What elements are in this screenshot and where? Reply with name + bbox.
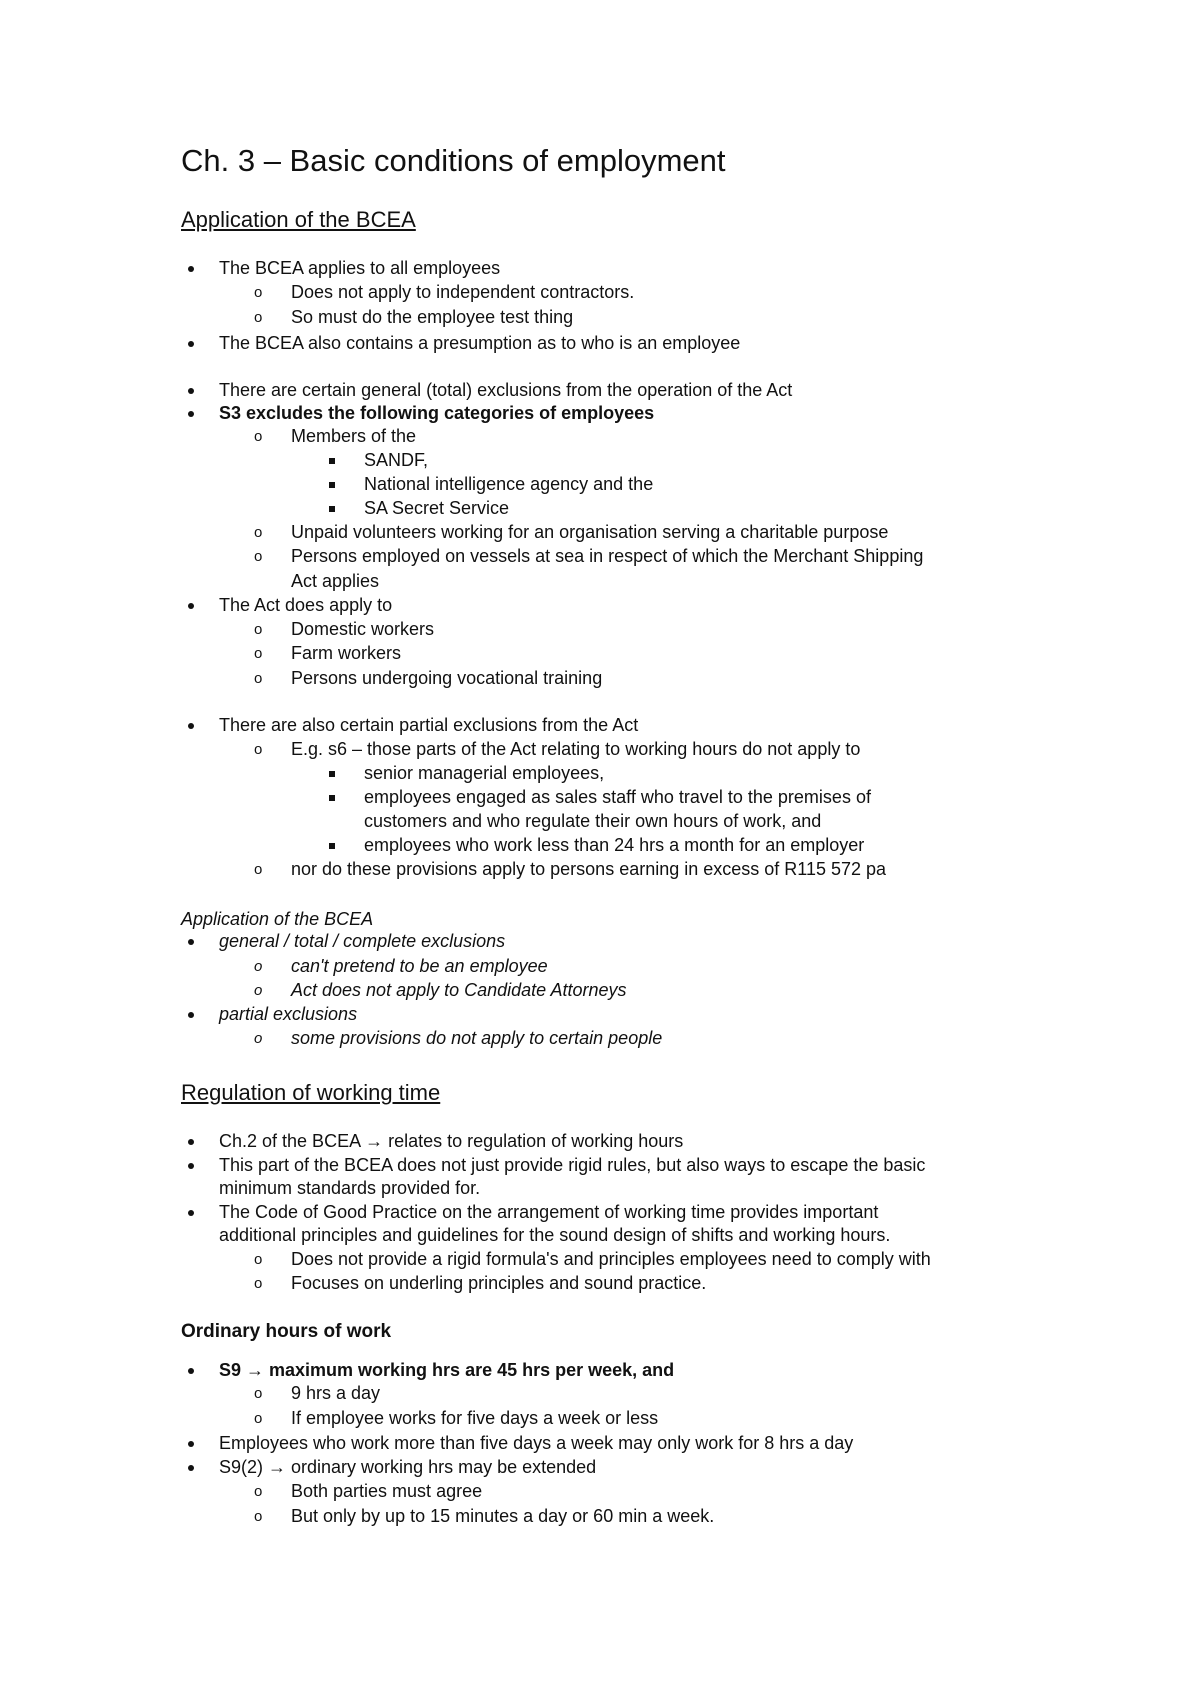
square-bullet-icon xyxy=(329,843,335,849)
list-item: This part of the BCEA does not just provide rigid rules, but also ways to escape the basic xyxy=(219,1154,925,1177)
list-item-continuation: minimum standards provided for. xyxy=(219,1178,481,1198)
list-item: o Unpaid volunteers working for an organisation serving a charitable purpose xyxy=(291,521,888,544)
list-item: o Farm workers xyxy=(291,642,401,665)
list-item-continuation: customers and who regulate their own hours of work, and xyxy=(364,811,822,831)
list-item: National intelligence agency and the xyxy=(364,473,653,496)
bullet-icon xyxy=(188,1465,194,1471)
list-item: o some provisions do not apply to certain people xyxy=(291,1027,662,1050)
list-item: o Persons undergoing vocational training xyxy=(291,667,602,690)
list-item: SA Secret Service xyxy=(364,497,509,520)
circle-bullet-icon: o xyxy=(254,1385,263,1402)
circle-bullet-icon: o xyxy=(254,741,263,758)
list-item: Ch.2 of the BCEA → relates to regulation of working hours xyxy=(219,1130,683,1153)
list-item: o E.g. s6 – those parts of the Act relating to working hours do not apply to xyxy=(291,738,860,761)
list-item: o Act does not apply to Candidate Attorneys xyxy=(291,979,627,1002)
list-item: o Both parties must agree xyxy=(291,1480,482,1503)
circle-bullet-icon: o xyxy=(254,1483,263,1500)
circle-bullet-icon: o xyxy=(254,958,263,975)
list-item: employees engaged as sales staff who travel to the premises of xyxy=(364,786,871,809)
circle-bullet-icon: o xyxy=(254,621,263,638)
summary-heading: Application of the BCEA xyxy=(181,909,374,929)
list-item: S3 excludes the following categories of employees xyxy=(219,402,654,425)
bullet-icon xyxy=(188,1368,194,1374)
list-item: The Code of Good Practice on the arrangement of working time provides important xyxy=(219,1201,878,1224)
list-item: S9 → maximum working hrs are 45 hrs per week, and xyxy=(219,1359,674,1382)
list-item: Employees who work more than five days a week may only work for 8 hrs a day xyxy=(219,1432,853,1455)
list-item: o Persons employed on vessels at sea in respect of which the Merchant Shipping xyxy=(291,545,923,568)
list-item: S9(2) → ordinary working hrs may be extended xyxy=(219,1456,596,1479)
section-heading-working-time: Regulation of working time xyxy=(181,1080,441,1105)
circle-bullet-icon: o xyxy=(254,524,263,541)
bullet-icon xyxy=(188,1163,194,1169)
bullet-icon xyxy=(188,341,194,347)
list-item: partial exclusions xyxy=(219,1003,357,1026)
list-item: The BCEA also contains a presumption as to who is an employee xyxy=(219,332,740,355)
square-bullet-icon xyxy=(329,771,335,777)
bullet-icon xyxy=(188,939,194,945)
list-item: The Act does apply to xyxy=(219,594,392,617)
list-item: o So must do the employee test thing xyxy=(291,306,573,329)
circle-bullet-icon: o xyxy=(254,861,263,878)
list-item: SANDF, xyxy=(364,449,428,472)
circle-bullet-icon: o xyxy=(254,428,263,445)
circle-bullet-icon: o xyxy=(254,309,263,326)
list-item: o can't pretend to be an employee xyxy=(291,955,548,978)
bullet-icon xyxy=(188,411,194,417)
circle-bullet-icon: o xyxy=(254,1030,263,1047)
bullet-icon xyxy=(188,1139,194,1145)
bullet-icon xyxy=(188,388,194,394)
circle-bullet-icon: o xyxy=(254,1410,263,1427)
list-item-continuation: additional principles and guidelines for the sound design of shifts and working hours. xyxy=(219,1225,891,1245)
list-item: o If employee works for five days a week or less xyxy=(291,1407,658,1430)
bullet-icon xyxy=(188,1210,194,1216)
list-item: employees who work less than 24 hrs a month for an employer xyxy=(364,834,864,857)
list-item: o Does not provide a rigid formula's and principles employees need to comply with xyxy=(291,1248,931,1271)
list-item: senior managerial employees, xyxy=(364,762,604,785)
square-bullet-icon xyxy=(329,795,335,801)
circle-bullet-icon: o xyxy=(254,982,263,999)
page-title: Ch. 3 – Basic conditions of employment xyxy=(181,143,726,178)
list-item-continuation: Act applies xyxy=(291,571,380,591)
circle-bullet-icon: o xyxy=(254,1508,263,1525)
list-item: general / total / complete exclusions xyxy=(219,930,505,953)
list-item: o But only by up to 15 minutes a day or 60 min a week. xyxy=(291,1505,714,1528)
circle-bullet-icon: o xyxy=(254,284,263,301)
bullet-icon xyxy=(188,266,194,272)
list-item: The BCEA applies to all employees xyxy=(219,257,500,280)
list-item: o Members of the xyxy=(291,425,416,448)
list-item: o Focuses on underling principles and sound practice. xyxy=(291,1272,706,1295)
list-item: There are also certain partial exclusions from the Act xyxy=(219,714,638,737)
circle-bullet-icon: o xyxy=(254,670,263,687)
bullet-icon xyxy=(188,1012,194,1018)
circle-bullet-icon: o xyxy=(254,645,263,662)
bullet-icon xyxy=(188,723,194,729)
circle-bullet-icon: o xyxy=(254,1275,263,1292)
circle-bullet-icon: o xyxy=(254,1251,263,1268)
section-heading-application: Application of the BCEA xyxy=(181,207,416,232)
bullet-icon xyxy=(188,603,194,609)
list-item: o nor do these provisions apply to persons earning in excess of R115 572 pa xyxy=(291,858,886,881)
subsection-heading-ordinary-hours: Ordinary hours of work xyxy=(181,1321,392,1342)
list-item: There are certain general (total) exclusions from the operation of the Act xyxy=(219,379,792,402)
bullet-icon xyxy=(188,1441,194,1447)
circle-bullet-icon: o xyxy=(254,548,263,565)
square-bullet-icon xyxy=(329,506,335,512)
square-bullet-icon xyxy=(329,482,335,488)
list-item: o 9 hrs a day xyxy=(291,1382,380,1405)
square-bullet-icon xyxy=(329,458,335,464)
list-item: o Does not apply to independent contractors. xyxy=(291,281,634,304)
list-item: o Domestic workers xyxy=(291,618,434,641)
